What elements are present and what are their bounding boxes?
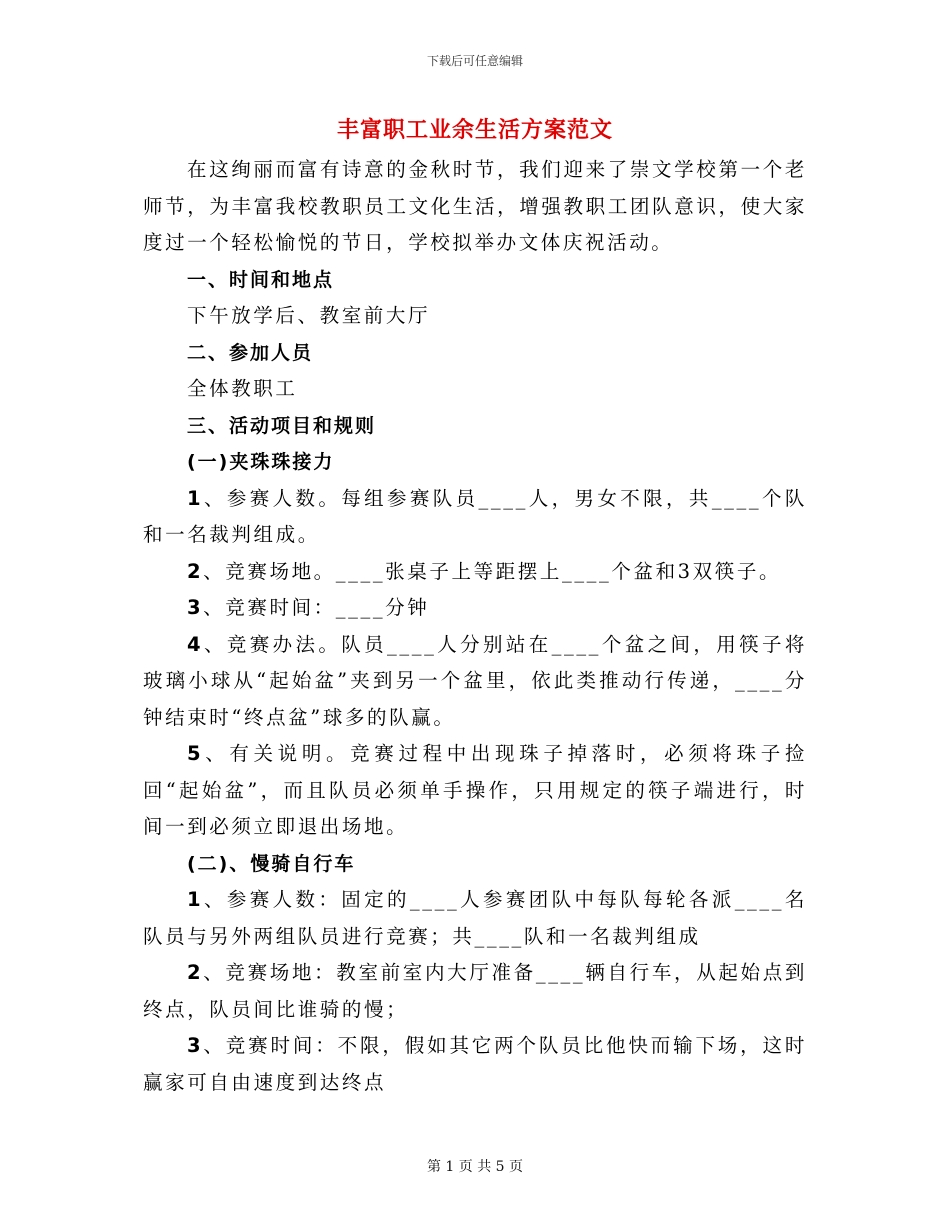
- item-text: 、竞赛时间：____分钟: [203, 596, 430, 619]
- document-body: [143, 152, 807, 1101]
- section-text-participants: 全体教职工: [187, 377, 298, 400]
- item-text: 、竞赛场地：教室前室内大厅准备____辆自行车，从起始点到终点，队员间比谁骑的慢；: [143, 961, 807, 1021]
- list-item: [143, 627, 807, 737]
- item-number: 1: [187, 486, 204, 510]
- item-number: 2: [187, 559, 204, 583]
- item-number: 5: [187, 742, 204, 765]
- item-number: 3: [187, 596, 204, 619]
- item-number: 4: [187, 632, 204, 656]
- list-item: [143, 1028, 807, 1101]
- list-item: [143, 554, 807, 591]
- item-text: 、参赛人数：固定的____人参赛团队中每队每轮各派____名队员与另外两组队员进行竞赛；共____队和一名裁判组成: [143, 888, 807, 948]
- list-item: [143, 882, 807, 955]
- item-text: 、参赛人数。每组参赛队员____人，男女不限，共____个队和一名裁判组成。: [143, 486, 807, 546]
- intro-paragraph: 在这绚丽而富有诗意的金秋时节，我们迎来了崇文学校第一个老师节，为丰富我校教职员工文化生活，增强教职工团队意识，使大家度过一个轻松愉悦的节日，学校拟举办文体庆祝活动。: [143, 158, 807, 254]
- list-item: [143, 736, 807, 846]
- subsection-heading-slow-cycling: (二)、慢骑自行车: [187, 852, 356, 875]
- list-item: [143, 481, 807, 554]
- item-text: 、竞赛场地。____张桌子上等距摆上____个盆和3双筷子。: [203, 559, 782, 583]
- section-heading-participants: 二、参加人员: [187, 341, 314, 364]
- item-text: 、有关说明。竞赛过程中出现珠子掉落时，必须将珠子捡回“起始盆”，而且队员必须单手操作，只用规定的筷子端进行，时间一到必须立即退出场地。: [143, 742, 807, 838]
- section-text-time-place: 下午放学后、教室前大厅: [187, 304, 431, 327]
- item-number: 2: [187, 961, 204, 984]
- item-text: 、竞赛办法。队员____人分别站在____个盆之间，用筷子将玻璃小球从“起始盆”夹到另一个盆里，依此类推动行传递，____分钟结束时“终点盆”球多的队赢。: [143, 632, 807, 729]
- item-number: 3: [187, 1034, 204, 1057]
- subsection-heading-bead-relay: (一)夹珠珠接力: [187, 451, 335, 473]
- item-text: 、竞赛时间：不限，假如其它两个队员比他快而输下场，这时赢家可自由速度到达终点: [143, 1034, 807, 1094]
- list-item: [143, 590, 807, 627]
- document-title: 丰富职工业余生活方案范文: [336, 118, 613, 143]
- list-item: [143, 955, 807, 1028]
- section-heading-time-place: 一、时间和地点: [187, 268, 335, 291]
- section-heading-activities: 三、活动项目和规则: [187, 414, 377, 437]
- item-number: 1: [187, 888, 204, 911]
- page-footer: 第 1 页 共 5 页: [426, 1159, 524, 1175]
- page-header: 下载后可任意编辑: [426, 54, 523, 68]
